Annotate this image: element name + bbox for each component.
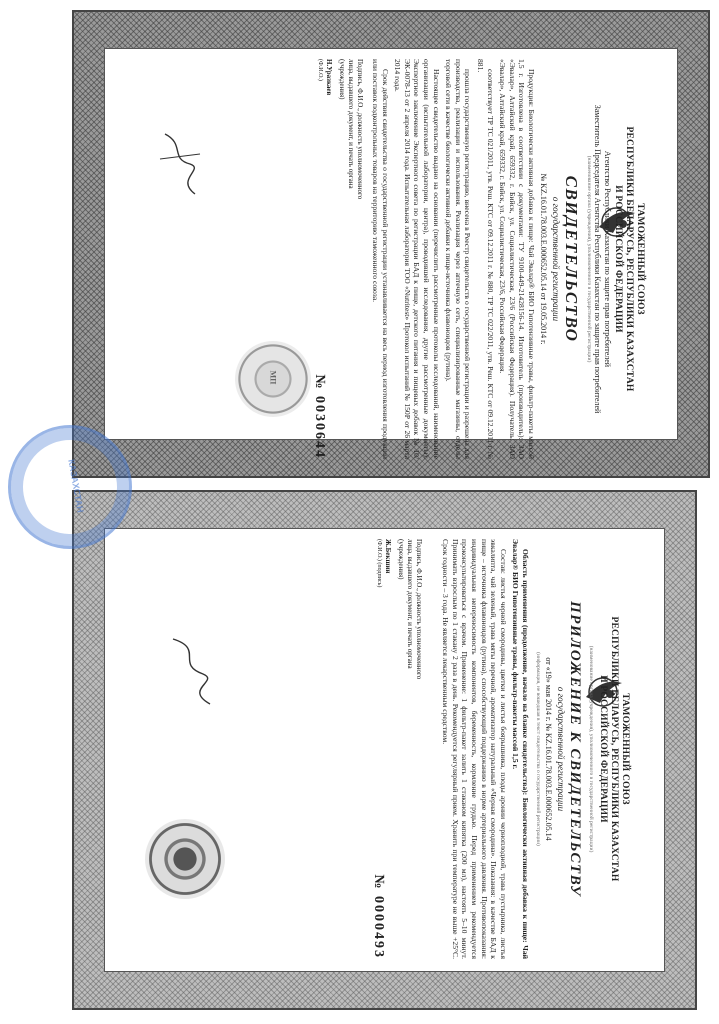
appendix-content	[140, 539, 630, 959]
signer-name: Н.Уразкаев	[325, 59, 334, 96]
signature-icon	[155, 129, 215, 199]
official-seal	[235, 341, 311, 417]
union-header-1: ТАМОЖЕННЫЙ СОЮЗ	[620, 693, 630, 805]
appendix-sheet	[72, 490, 697, 1010]
union-header-3: И РОССИЙСКОЙ ФЕДЕРАЦИИ	[598, 675, 608, 823]
appendix-date-number: от «19» мая 2014 г. № KZ.16.01.78.003.E.000652.05.14	[544, 657, 553, 841]
union-header-2: РЕСПУБЛИКИ БЕЛАРУСЬ, РЕСПУБЛИКИ КАЗАХСТАН	[609, 616, 619, 882]
agency-name: Агентство Республики Казахстан по защите прав потребителей	[603, 150, 612, 368]
signature-block	[370, 539, 423, 959]
appendix-text	[441, 539, 530, 959]
agency-official: Заместитель Председателя Агентства Республики Казахстан по защите прав потребителей	[593, 104, 602, 414]
certificate-sheet	[72, 10, 710, 478]
certificate-title: СВИДЕТЕЛЬСТВО	[562, 175, 581, 343]
document-number: № 0030644	[312, 374, 328, 459]
registration-number: № KZ.16.01.78.003.E.000652.05.14 от 19.05.2014 г.	[539, 173, 548, 345]
organ-caption: (наименование органа (учреждения), уполномоченного в государственной регистрации)	[586, 155, 592, 363]
certificate-subtitle: о государственной регистрации	[551, 196, 561, 322]
compliance-paragraph: соответствует ТР ТС 021/2011, утв. Реш. КТС от 09.12.2011 г. № 880, ТР ТС 022/2011, утв. Реш. КТС от 09.12.2011 г. № 881.	[476, 59, 495, 459]
signer-role: (Ф.И.О.)	[317, 59, 324, 81]
certificate-text	[371, 59, 537, 459]
signer-caption: Подпись, Ф.И.О., должность уполномоченного лица, выдавшего документ, и печать органа (учреждения)	[338, 59, 365, 200]
date-caption: (информация, не вошедшая в текст свидетельства о государственной регистрации)	[535, 652, 541, 846]
signature-block	[312, 59, 365, 459]
validity-paragraph: Срок действия свидетельства о государственной регистрации устанавливается на весь период изготовления продукции или поставок подконтрольных товаров на территорию таможенного союза.	[371, 59, 390, 459]
official-seal	[145, 819, 225, 899]
certificate-content	[145, 59, 645, 459]
document-number: № 0000493	[370, 874, 386, 959]
certificate-body	[104, 48, 678, 459]
union-header-3: И РОССИЙСКОЙ ФЕДЕРАЦИИ	[613, 185, 623, 333]
usage-paragraph: прошла государственную регистрацию, внесена в Реестр свидетельств о государственной регистрации и разрешена для производства, реализации и использования. Реализация через аптечную сеть, специализированные магазины, отделы торговой сети в качестве биологически активной добавки к пище-источника флавоноидов (рутина).	[444, 59, 473, 459]
signer-name: Ж.Бекшин	[383, 539, 392, 574]
seal-label: МП	[268, 370, 278, 385]
product-paragraph: Продукция: Биологически активная добавка к пище: Чай Эвалар® БИО Гипотензивные травы, фильтр-пакеты массой 1,5 г. Изготовлена в соответствии с документами: ТУ 9100-449-21428156-14. Изготовитель (производитель): ЗАО «Эвалар», Алтайский край, 659332, г. Бийск, ул. Социалистическая, 23/6 (Российская Федерация). Получатель: ЗАО «Эвалар», Алтайский край, 659332, г. Бийск, ул. Социалистическая, 23/6, Российская Федерация.	[498, 59, 536, 459]
union-header-2: РЕСПУБЛИКИ БЕЛАРУСЬ, РЕСПУБЛИКИ КАЗАХСТАН	[624, 126, 634, 392]
area-paragraph: Область применения (продолжение, начало на бланке свидетельства): Биологически активная добавка к пище: Чай Эвалар® БИО Гипотензивные травы, фильтр-пакеты массой 1,5 г.	[511, 539, 530, 959]
appendix-title: ПРИЛОЖЕНИЕ К СВИДЕТЕЛЬСТВУ	[567, 601, 583, 897]
composition-paragraph: Состав: листья черной смородины, цветки и листья боярышника, плоды аронии черноплодной, трава пустырника, листья эвкалипта, чай зеленый, трава мяты перечной, ароматизатор натуральный «Черная смородина». Показания: в качестве БАД к пище – источника флавоноидов (рутина), способствующий поддержанию в норме артериального давления. Противопоказания: индивидуальная непереносимость компонентов, беременность, кормление грудью. Перед применением рекомендуется проконсультироваться с врачом. Применение: 1 фильтр-пакет залить 1 стаканом кипятка (200 мл), настоять 5–10 минут. Принимать взрослым по 1 стакану 2 раза в день. Рекомендуется регулярный прием. Хранить при температуре не выше +25°С. Срок годности – 3 года. Не является лекарственным средством.	[441, 539, 508, 959]
appendix-body	[104, 528, 665, 972]
signer-role: (Ф.И.О.) (подпись)	[375, 539, 382, 588]
signer-caption: Подпись, Ф.И.О., должность уполномоченного лица, выдавшего документ, и печать органа (учреждения)	[396, 539, 423, 680]
appendix-subtitle: о государственной регистрации	[556, 686, 566, 812]
signature-icon	[165, 629, 225, 709]
union-header-1: ТАМОЖЕННЫЙ СОЮЗ	[635, 203, 645, 315]
organ-caption: (наименование органа (учреждения), уполномоченного в государственной регистрации)	[588, 645, 594, 853]
stamp-label: КАЗАХСТАН	[66, 458, 86, 514]
basis-paragraph: Настоящее свидетельство выдано на основании (перечислить рассмотренные протоколы исследований, наименование организации (испытательной лаборатории, центра), проводившей исследования, другие рассмотренные документы): Экспертное заключение Экспертного совета по регистрации БАД к пище, детского питания и пищевых добавок № 10/ЭК-0078-13 от 2 апреля 2014 года. Испытательная лаборатория ТОО «Nutritest» Протокол испытаний № 150Р от 26 марта 2014 года.	[393, 59, 441, 459]
